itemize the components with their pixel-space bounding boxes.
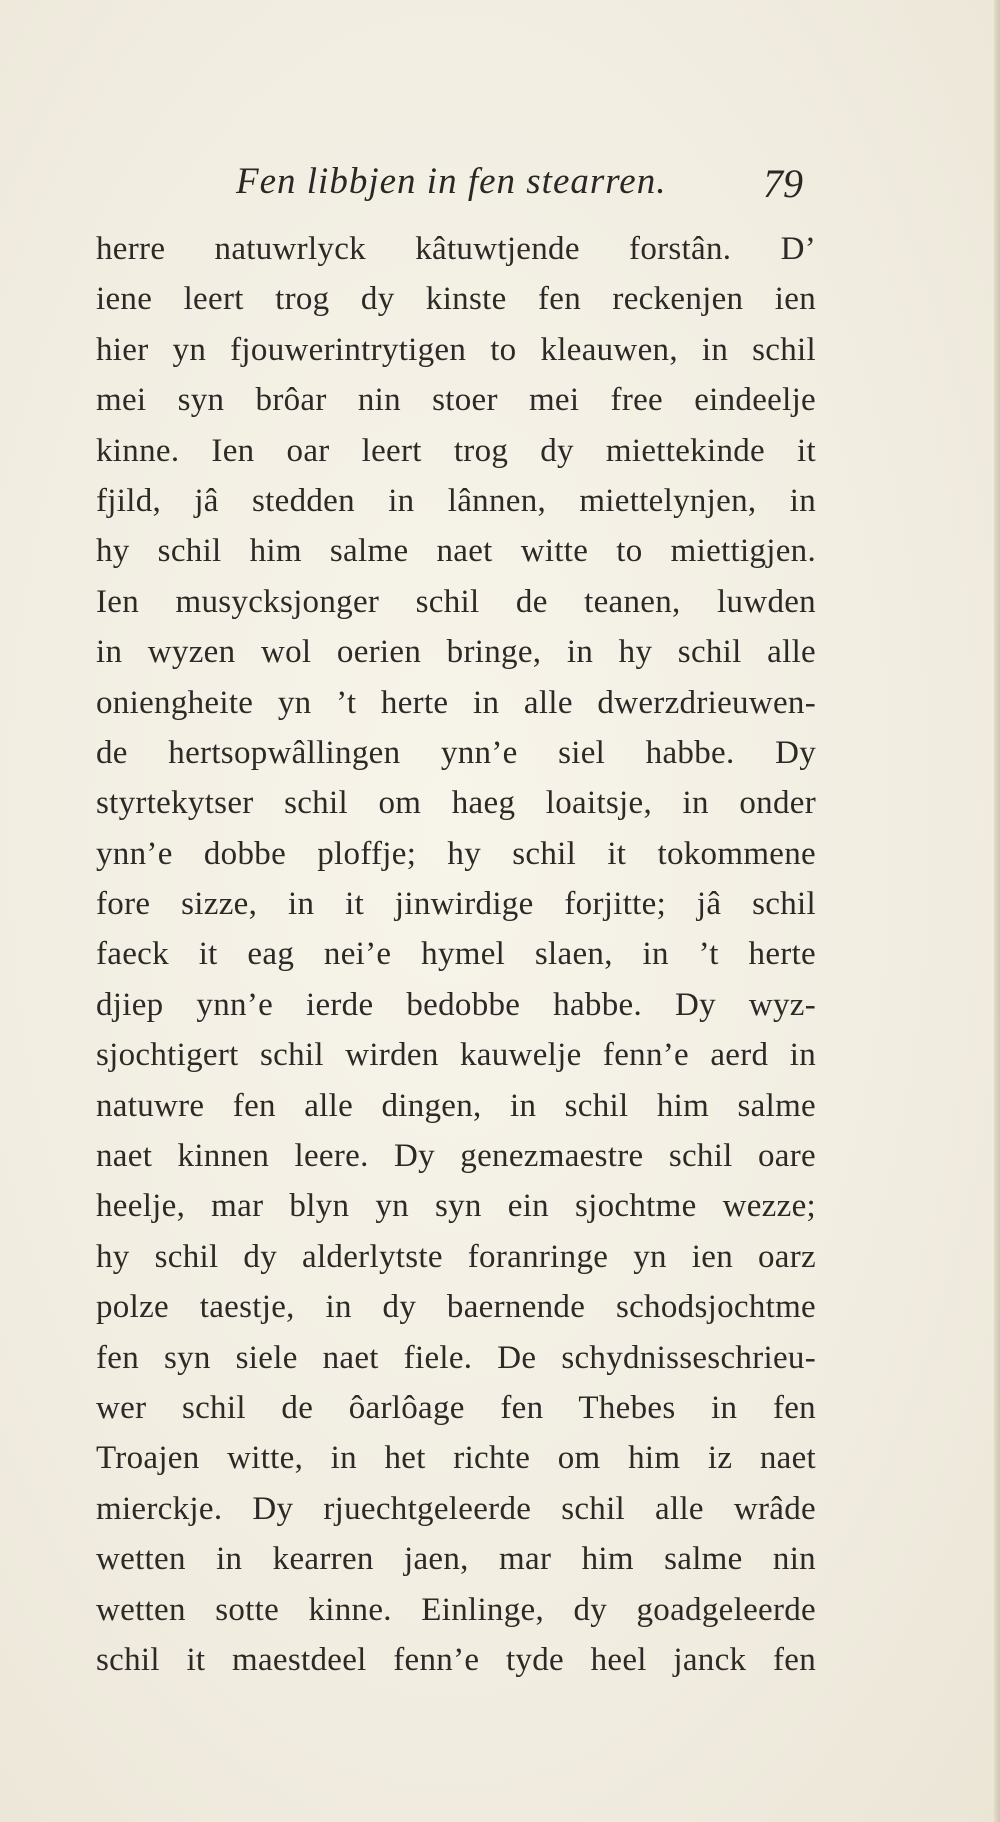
text-line: hy schil dy alderlytste foranringe yn ien oarz [96, 1238, 816, 1275]
text-line: hy schil him salme naet witte to miettigjen. [96, 533, 816, 570]
text-line: mei syn brôar nin stoer mei free eindeelje [96, 382, 816, 419]
text-line: Troajen witte, in het richte om him iz naet [96, 1440, 816, 1477]
page-edge [994, 0, 1000, 1822]
text-line: mierckje. Dy rjuechtgeleerde schil alle wrâde [96, 1490, 816, 1527]
text-line: faeck it eag nei’e hymel slaen, in ’t herte [96, 936, 816, 973]
text-line: Ien musycksjonger schil de teanen, luwden [96, 583, 816, 620]
text-line: wetten in kearren jaen, mar him salme nin [96, 1541, 816, 1578]
text-line: kinne. Ien oar leert trog dy miettekinde it [96, 432, 816, 469]
text-line: heelje, mar blyn yn syn ein sjochtme wezze; [96, 1188, 816, 1225]
page-number: 79 [763, 161, 803, 206]
text-line: iene leert trog dy kinste fen reckenjen ien [96, 281, 816, 318]
text-line: hier yn fjouwerintrytigen to kleauwen, in schil [96, 331, 816, 368]
text-line: styrtekytser schil om haeg loaitsje, in onder [96, 785, 816, 822]
text-line: fjild, jâ stedden in lânnen, miettelynjen, in [96, 482, 816, 519]
text-line: wer schil de ôarlôage fen Thebes in fen [96, 1389, 816, 1426]
text-line: in wyzen wol oerien bringe, in hy schil alle [96, 634, 816, 671]
body-text [96, 224, 816, 1685]
page-header [96, 160, 803, 220]
text-line: de hertsopwâllingen ynn’e siel habbe. Dy [96, 734, 816, 771]
text-line: fen syn siele naet fiele. De schydnisseschrieu- [96, 1339, 816, 1376]
text-line: sjochtigert schil wirden kauwelje fenn’e aerd in [96, 1037, 816, 1074]
text-line: herre natuwrlyck kâtuwtjende forstân. D’ [96, 231, 816, 267]
text-line: ynn’e dobbe ploffje; hy schil it tokommene [96, 835, 816, 872]
text-line: polze taestje, in dy baernende schodsjochtme [96, 1289, 816, 1326]
text-line: fore sizze, in it jinwirdige forjitte; jâ schil [96, 886, 816, 923]
running-title: Fen libbjen in fen stearren. [236, 161, 667, 202]
text-line: djiep ynn’e ierde bedobbe habbe. Dy wyz- [96, 986, 816, 1023]
text-line: naet kinnen leere. Dy genezmaestre schil oare [96, 1138, 816, 1175]
text-line: oniengheite yn ’t herte in alle dwerzdrieuwen- [96, 684, 816, 721]
text-line: wetten sotte kinne. Einlinge, dy goadgeleerde [96, 1591, 816, 1628]
text-line: schil it maestdeel fenn’e tyde heel janck fen [96, 1641, 816, 1678]
text-line: natuwre fen alle dingen, in schil him salme [96, 1087, 816, 1124]
